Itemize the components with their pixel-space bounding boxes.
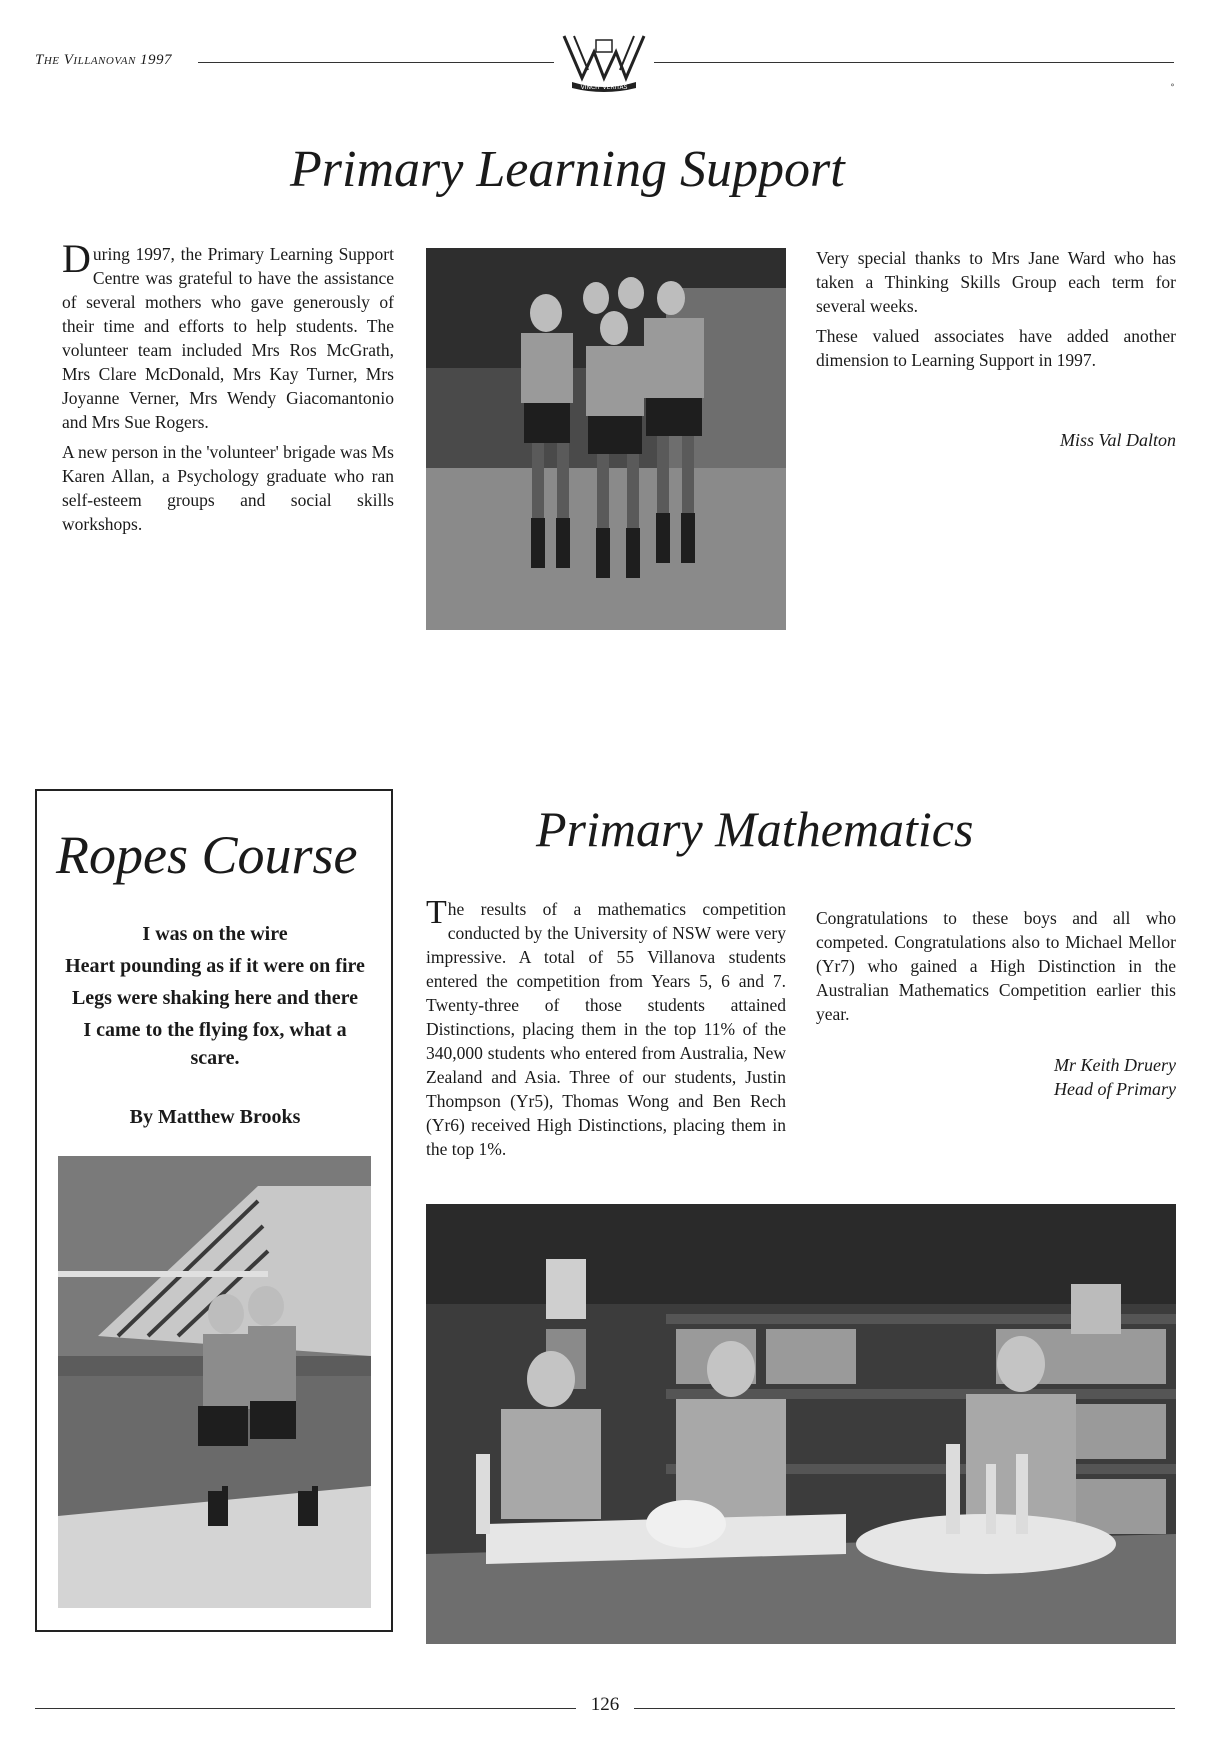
mathematics-column-left xyxy=(426,894,786,1167)
mathematics-para-2: Congratulations to these boys and all who competed. Congratulations also to Michael Mellor (Yr7) who gained a High Distinction in the Australian Mathematics Competition earlier this year. xyxy=(816,908,1176,1024)
poem-line: Legs were shaking here and there xyxy=(71,987,359,1009)
poem-line: I came to the flying fox, what a xyxy=(83,1019,347,1041)
poem-line: I was on the wire xyxy=(142,923,288,945)
ropes-course-photo xyxy=(58,1156,371,1608)
poem-line: Heart pounding as if it were on fire xyxy=(65,955,365,977)
dropcap-d: D xyxy=(62,236,91,281)
learning-support-para-1: uring 1997, the Primary Learning Support Centre was grateful to have the assistance of several mothers who gave generously of their time and efforts to help students. The volunteer team included Mrs Ros McGrath, Mrs Clare McDonald, Mrs Kay Turner, Mrs Joyanne Verner, Mrs Wendy Giacomantonio and Mrs Sue Rogers. xyxy=(62,244,394,432)
learning-support-column-right xyxy=(816,246,1176,378)
header-rule-right xyxy=(654,62,1174,63)
learning-support-column-left xyxy=(62,236,394,542)
footer-rule-right xyxy=(634,1708,1175,1709)
page-number: 126 xyxy=(576,1694,634,1716)
learning-support-para-2: A new person in the 'volunteer' brigade was Ms Karen Allan, a Psychology graduate who ran self-esteem groups and social skills workshops. xyxy=(62,442,394,534)
ropes-course-title: Ropes Course xyxy=(56,825,358,885)
ropes-course-byline: By Matthew Brooks xyxy=(129,1106,301,1128)
signature-role: Head of Primary xyxy=(1054,1079,1176,1099)
learning-support-title: Primary Learning Support xyxy=(290,141,845,198)
learning-support-signature: Miss Val Dalton xyxy=(1059,430,1176,450)
learning-support-para-4: These valued associates have added another dimension to Learning Support in 1997. xyxy=(816,326,1176,370)
corner-mark: ∘ xyxy=(1170,80,1175,91)
learning-support-photo xyxy=(426,248,786,630)
school-crest-logo xyxy=(562,30,646,92)
mathematics-photo xyxy=(426,1204,1176,1644)
learning-support-para-3: Very special thanks to Mrs Jane Ward who has taken a Thinking Skills Group each term for several weeks. xyxy=(816,248,1176,316)
footer-rule-left xyxy=(35,1708,576,1709)
publication-title: The Villanovan 1997 xyxy=(35,52,173,68)
mathematics-column-right xyxy=(816,906,1176,1032)
ropes-course-poem xyxy=(37,918,393,1070)
mathematics-signature xyxy=(900,1053,1176,1101)
dropcap-t: T xyxy=(426,894,447,931)
mathematics-title: Primary Mathematics xyxy=(536,801,974,857)
svg-text:VINCIT VERITAS: VINCIT VERITAS xyxy=(580,84,628,91)
signature-name: Mr Keith Druery xyxy=(1054,1055,1176,1075)
poem-line: scare. xyxy=(190,1047,240,1069)
header-rule-left xyxy=(198,62,554,63)
mathematics-para-1: he results of a mathematics competition conducted by the University of NSW were very impressive. A total of 55 Villanova students entered the competition from Years 5, 6 and 7. Twenty-three of those students attained Distinctions, placing them in the top 11% of the 340,000 students who entered from Australia, New Zealand and Asia. Three of our students, Justin Thompson (Yr5), Thomas Wong and Ben Rech (Yr6) received High Distinctions, placing them in the top 1%. xyxy=(426,899,786,1159)
